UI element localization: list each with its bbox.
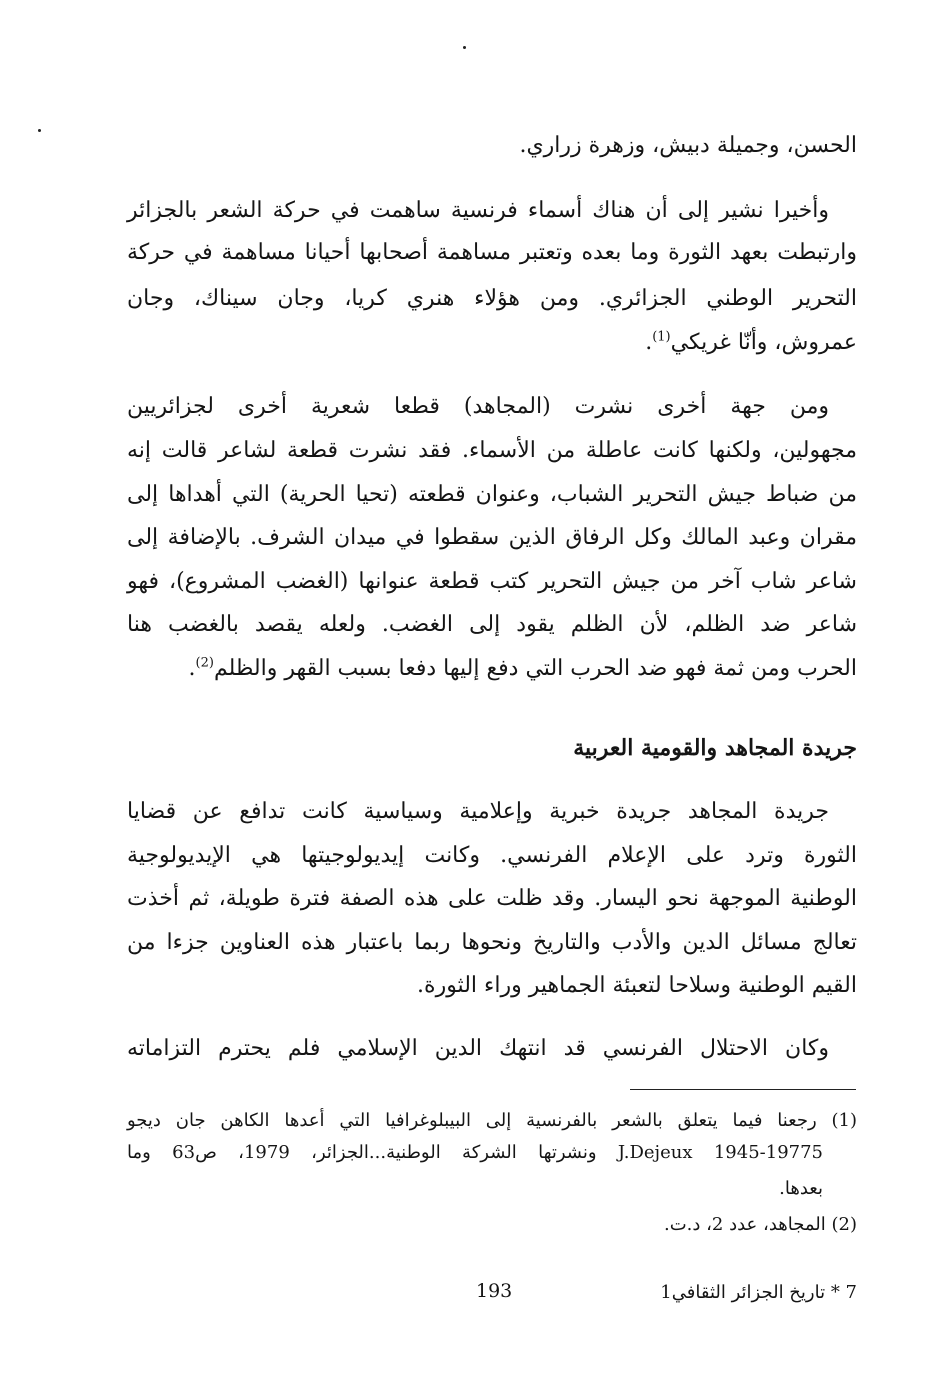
body-line: شاعر شاب آخر من جيش التحرير كتب قطعة عنوانها (الغضب المشروع)، فهو (127, 569, 857, 594)
body-line: الثورة وترد على الإعلام الفرنسي. وكانت إيديولوجيتها هي الإيديولوجية (127, 843, 857, 868)
footnote-1-line: بعدها. (779, 1178, 823, 1199)
body-line: مجهولين، ولكنها كانت عاطلة من الأسماء. فقد نشرت قطعة لشاعر قالت إنه (127, 438, 857, 463)
running-title: 7 * تاريخ الجزائر الثقافي1 (660, 1282, 857, 1303)
body-line: جريدة المجاهد جريدة خبرية وإعلامية وسياسية كانت تدافع عن قضايا (127, 799, 829, 824)
body-line: مقران وعبد المالك وكل الرفاق الذين سقطوا في ميدان الشرف. بالإضافة إلى (127, 525, 857, 550)
body-line: شاعر ضد الظلم، لأن الظلم يقود إلى الغضب. ولعله يقصد بالغضب هنا (127, 612, 858, 637)
body-line: تعالج مسائل الدين والأدب والتاريخ ونحوها ربما باعتبار هذه العناوين جزءا من (127, 930, 857, 955)
body-line: القيم الوطنية وسلاحا لتعبئة الجماهير وراء الثورة. (417, 973, 857, 998)
body-line-with-note (127, 654, 857, 684)
scan-speck (463, 46, 466, 49)
scan-speck (38, 129, 41, 132)
body-text: الحرب ومن ثمة فهو ضد الحرب التي دفع إليها دفعا بسبب القهر والظلم (213, 656, 857, 681)
body-line: وارتبطت بعهد الثورة وما بعده وتعتبر مساهمة أصحابها أحيانا مساهمة في حركة (127, 240, 857, 265)
section-heading: جريدة المجاهد والقومية العربية (573, 735, 857, 761)
body-line: الوطنية الموجهة نحو اليسار. وقد ظلت على هذه الصفة فترة طويلة، ثم أخذت (127, 886, 857, 911)
footnote-2: (2) المجاهد، عدد 2، د.ت. (663, 1214, 857, 1235)
page-number: 193 (476, 1280, 513, 1302)
body-line: التحرير الوطني الجزائري. ومن هؤلاء هنري كريا، وجان سيناك، وجان (127, 286, 857, 311)
body-line: من ضباط جيش التحرير الشباب، وعنوان قطعته (تحيا الحرية) التي أهداها إلى (127, 482, 858, 507)
body-line: وأخيرا نشير إلى أن هناك أسماء فرنسية ساهمت في حركة الشعر بالجزائر (127, 198, 829, 223)
body-line: وكان الاحتلال الفرنسي قد انتهك الدين الإسلامي فلم يحترم التزاماته (127, 1036, 829, 1061)
footnote-1-line: (1) رجعنا فيما يتعلق بالشعر بالفرنسية إلى البيبلوغرافيا التي أعدها الكاهن جان ديجو (127, 1110, 857, 1131)
footnote-separator (630, 1089, 856, 1090)
footnote-ref-1: (1) (652, 329, 671, 345)
body-line-with-note (127, 328, 857, 358)
footnote-1-line: J.Dejeux 1945-19775 ونشرتها الشركة الوطنية...الجزائر، 1979، ص63 وما (127, 1142, 823, 1163)
sentence-period: . (645, 330, 653, 355)
footnote-ref-2: (2) (195, 655, 214, 671)
body-text: عمروش، وأنّا غريكي (670, 330, 857, 355)
body-line: ومن جهة أخرى نشرت (المجاهد) قطعا شعرية أخرى لجزائريين (127, 394, 829, 419)
body-line: الحسن، وجميلة دبيش، وزهرة زراري. (519, 133, 857, 158)
sentence-period: . (188, 656, 196, 681)
